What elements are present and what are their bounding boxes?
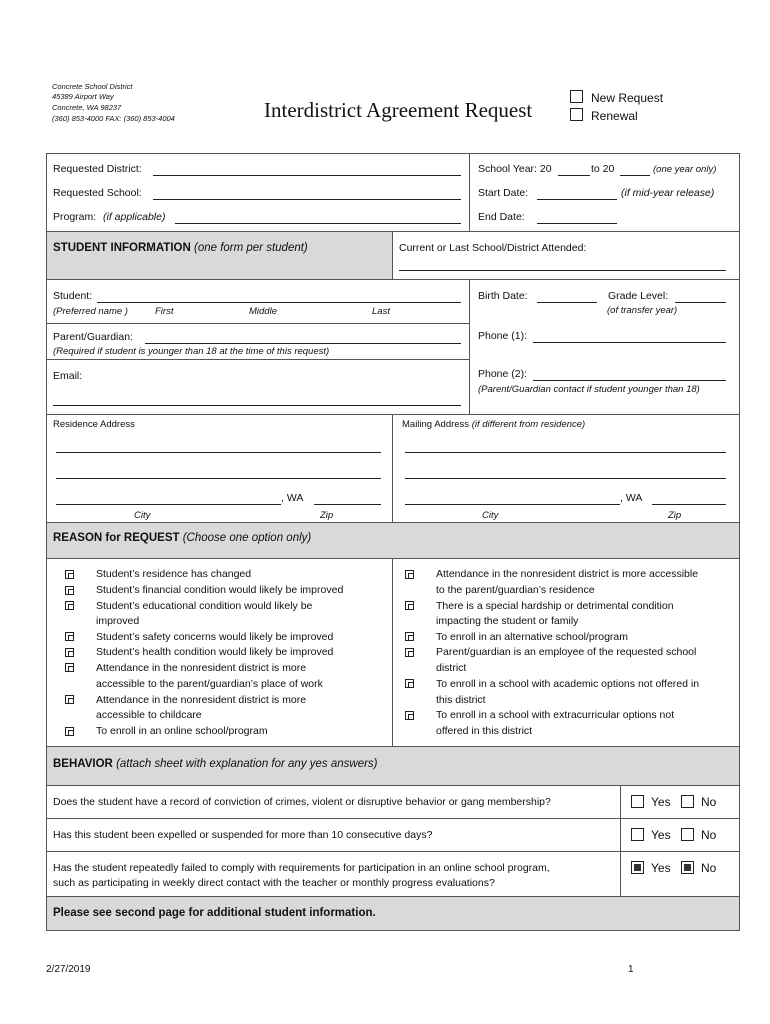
student-info-heading-note: (one form per student) xyxy=(193,242,308,254)
new-request-checkbox[interactable] xyxy=(570,90,583,103)
school-year-start-field[interactable] xyxy=(558,175,590,176)
reason-checkbox[interactable] xyxy=(405,711,414,720)
reason-option-educational: Student’s educational condition would likely be xyxy=(96,600,313,612)
phone1-label: Phone (1): xyxy=(478,330,528,342)
mailing-zip-field[interactable] xyxy=(652,504,726,505)
reason-option-alternative: To enroll in an alternative school/program xyxy=(436,631,629,643)
current-school-label: Current or Last School/District Attended: xyxy=(399,242,587,254)
residence-city-field[interactable] xyxy=(56,504,281,505)
requested-district-label: Requested District: xyxy=(53,163,142,175)
birth-date-field[interactable] xyxy=(537,302,597,303)
reason-option-employee: Parent/guardian is an employee of the requested school xyxy=(436,646,697,658)
phone1-field[interactable] xyxy=(533,342,726,343)
program-field[interactable] xyxy=(175,223,461,224)
behavior-question-3: Has the student repeatedly failed to comply with requirements for participation in an online school program, xyxy=(53,862,550,874)
q3-no-checkbox[interactable] xyxy=(681,861,694,874)
new-request-label: New Request xyxy=(591,91,664,105)
behavior-question-1: Does the student have a record of conviction of crimes, violent or disruptive behavior or gang membership? xyxy=(53,796,551,808)
q1-yes-label: Yes xyxy=(651,795,671,809)
phone2-label: Phone (2): xyxy=(478,368,528,380)
residence-zip-caption: Zip xyxy=(320,510,334,521)
district-street: 45389 Airport Way xyxy=(52,92,114,101)
reason-checkbox[interactable] xyxy=(65,695,74,704)
reason-heading-text: REASON for REQUEST xyxy=(53,532,180,544)
residence-city-caption: City xyxy=(134,510,151,521)
reason-option-extracurricular: To enroll in a school with extracurricular options not xyxy=(436,709,675,721)
page-title: Interdistrict Agreement Request xyxy=(264,98,533,122)
grade-level-note: (of transfer year) xyxy=(607,305,678,316)
mailing-zip-caption: Zip xyxy=(668,510,682,521)
mailing-wa-label: , WA xyxy=(620,492,643,504)
start-date-field[interactable] xyxy=(537,199,617,200)
q3-yes-checkbox[interactable] xyxy=(631,861,644,874)
mailing-address-label xyxy=(402,419,585,430)
q2-yes-checkbox[interactable] xyxy=(631,828,644,841)
grade-level-field[interactable] xyxy=(675,302,726,303)
end-date-label: End Date: xyxy=(478,211,525,223)
footer-date: 2/27/2019 xyxy=(46,964,91,975)
current-school-field[interactable] xyxy=(399,270,726,271)
reason-option-employee-cont: district xyxy=(436,662,467,674)
student-name-field[interactable] xyxy=(97,302,461,303)
district-phone: (360) 853-4000 FAX: (360) 853-4004 xyxy=(52,114,175,123)
requested-school-label: Requested School: xyxy=(53,187,142,199)
reason-checkbox[interactable] xyxy=(405,632,414,641)
q1-no-label: No xyxy=(701,795,717,809)
reason-option-residence-access-cont: to the parent/guardian’s residence xyxy=(436,584,595,596)
reason-option-academic: To enroll in a school with academic options not offered in xyxy=(436,678,700,690)
behavior-heading-text: BEHAVIOR xyxy=(53,758,113,770)
reason-checkbox[interactable] xyxy=(65,586,74,595)
parent-field[interactable] xyxy=(145,343,461,344)
reason-checkbox[interactable] xyxy=(65,601,74,610)
reason-checkbox[interactable] xyxy=(405,679,414,688)
birth-date-label: Birth Date: xyxy=(478,290,528,302)
email-label: Email: xyxy=(53,370,83,382)
middle-name-caption: Middle xyxy=(249,306,277,317)
student-info-heading xyxy=(53,242,308,254)
requested-school-field[interactable] xyxy=(153,199,461,200)
reason-option-online: To enroll in an online school/program xyxy=(96,725,268,737)
reason-option-financial: Student’s financial condition would likely be improved xyxy=(96,584,344,596)
reason-checkbox[interactable] xyxy=(65,663,74,672)
q2-no-label: No xyxy=(701,828,717,842)
renewal-label: Renewal xyxy=(591,109,638,123)
start-date-label: Start Date: xyxy=(478,187,529,199)
mailing-line-2[interactable] xyxy=(405,478,726,479)
q1-yes-checkbox[interactable] xyxy=(631,795,644,808)
residence-wa-label: , WA xyxy=(281,492,304,504)
phone2-field[interactable] xyxy=(533,380,726,381)
reason-option-residence-access: Attendance in the nonresident district is more accessible xyxy=(436,568,699,580)
reason-option-residence: Student’s residence has changed xyxy=(96,568,252,580)
reason-option-hardship: There is a special hardship or detrimental condition xyxy=(436,600,674,612)
q1-no-checkbox[interactable] xyxy=(681,795,694,808)
reason-option-work: Attendance in the nonresident district is more xyxy=(96,662,307,674)
q2-no-checkbox[interactable] xyxy=(681,828,694,841)
mailing-address-text: Mailing Address xyxy=(402,419,470,430)
district-name: Concrete School District xyxy=(52,82,133,91)
first-name-caption: First xyxy=(155,306,174,317)
residence-line-2[interactable] xyxy=(56,478,381,479)
mailing-city-field[interactable] xyxy=(405,504,620,505)
school-year-note: (one year only) xyxy=(653,164,717,175)
mailing-city-caption: City xyxy=(482,510,499,521)
q2-yes-label: Yes xyxy=(651,828,671,842)
reason-option-hardship-cont: impacting the student or family xyxy=(436,615,579,627)
reason-option-educational-cont: improved xyxy=(96,615,140,627)
parent-note: (Required if student is younger than 18 at the time of this request) xyxy=(53,346,330,357)
reason-checkbox[interactable] xyxy=(65,727,74,736)
preferred-name-caption: (Preferred name ) xyxy=(53,306,128,317)
second-page-note: Please see second page for additional student information. xyxy=(53,907,376,919)
reason-heading-note: (Choose one option only) xyxy=(182,532,312,544)
reason-option-health: Student’s health condition would likely be improved xyxy=(96,646,334,658)
q3-no-label: No xyxy=(701,861,717,875)
renewal-checkbox[interactable] xyxy=(570,108,583,121)
reason-checkbox[interactable] xyxy=(405,648,414,657)
school-year-label: School Year: 20 xyxy=(478,163,552,175)
school-year-end-field[interactable] xyxy=(620,175,650,176)
reason-checkbox[interactable] xyxy=(65,632,74,641)
residence-zip-field[interactable] xyxy=(314,504,381,505)
reason-option-academic-cont: this district xyxy=(436,694,486,706)
reason-option-extracurricular-cont: offered in this district xyxy=(436,725,533,737)
reason-heading xyxy=(53,532,311,544)
reason-checkbox[interactable] xyxy=(65,570,74,579)
reason-option-safety: Student’s safety concerns would likely be improved xyxy=(96,631,334,643)
reason-checkbox[interactable] xyxy=(405,570,414,579)
program-label: Program: xyxy=(53,211,97,223)
behavior-heading-note: (attach sheet with explanation for any yes answers) xyxy=(116,758,378,770)
behavior-question-2: Has this student been expelled or suspended for more than 10 consecutive days? xyxy=(53,829,433,841)
reason-option-childcare: Attendance in the nonresident district is more xyxy=(96,694,307,706)
student-info-heading-text: STUDENT INFORMATION xyxy=(53,242,191,254)
behavior-heading xyxy=(53,758,378,770)
program-note: (if applicable) xyxy=(103,211,166,223)
q3-yes-label: Yes xyxy=(651,861,671,875)
school-year-to-label: to 20 xyxy=(591,163,615,175)
behavior-question-3-cont: such as participating in weekly direct contact with the teacher or monthly progress evaluations? xyxy=(53,877,495,889)
mailing-address-note: (if different from residence) xyxy=(471,419,586,430)
end-date-field[interactable] xyxy=(537,223,617,224)
residence-address-label: Residence Address xyxy=(53,419,135,430)
page-number: 1 xyxy=(628,964,634,975)
phone2-note: (Parent/Guardian contact if student younger than 18) xyxy=(478,384,700,395)
mailing-line-1[interactable] xyxy=(405,452,726,453)
grade-level-label: Grade Level: xyxy=(608,290,669,302)
reason-option-work-cont: accessible to the parent/guardian’s place of work xyxy=(96,678,323,690)
student-label: Student: xyxy=(53,290,93,302)
residence-line-1[interactable] xyxy=(56,452,381,453)
requested-district-field[interactable] xyxy=(153,175,461,176)
email-field[interactable] xyxy=(53,405,461,406)
reason-option-childcare-cont: accessible to childcare xyxy=(96,709,202,721)
reason-checkbox[interactable] xyxy=(65,648,74,657)
district-city: Concrete, WA 98237 xyxy=(52,103,122,112)
start-date-note: (if mid-year release) xyxy=(621,187,715,199)
parent-label: Parent/Guardian: xyxy=(53,331,133,343)
last-name-caption: Last xyxy=(372,306,390,317)
reason-checkbox[interactable] xyxy=(405,601,414,610)
